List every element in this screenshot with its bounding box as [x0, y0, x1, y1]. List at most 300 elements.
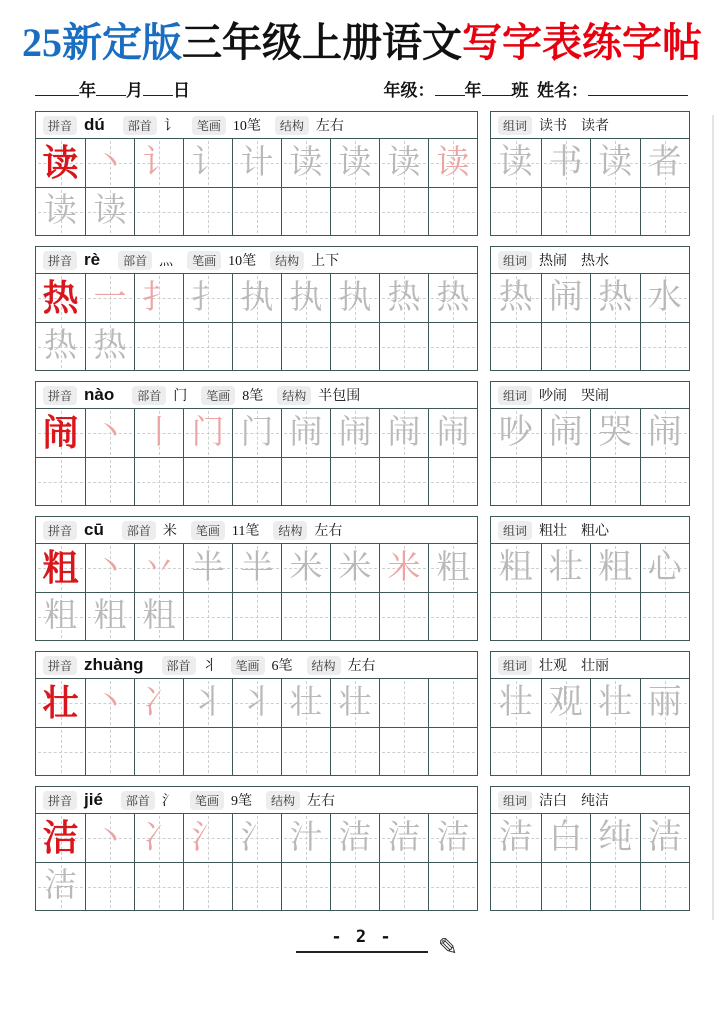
stroke-order-grid [36, 274, 477, 322]
stroke-cell-glyph: 氵 [191, 819, 225, 856]
structure-chip: 结构 [266, 791, 300, 810]
word-trace-cell [491, 544, 541, 592]
grade-label: 年级： [383, 81, 435, 100]
word-trace-cell [541, 814, 591, 862]
word-trace-cell [491, 814, 541, 862]
practice-cell [85, 592, 134, 640]
word-empty-cell [491, 727, 541, 775]
stroke-cell [134, 814, 183, 862]
stroke-order-grid [36, 544, 477, 592]
practice-cell [36, 322, 85, 370]
stroke-cell-glyph: 讠 [191, 144, 225, 181]
stroke-cell [232, 139, 281, 187]
word-trace-cell-glyph: 书 [548, 144, 583, 181]
word-practice-grid [491, 592, 689, 640]
practice-cell [183, 457, 232, 505]
stroke-cell [428, 679, 477, 727]
stroke-cell [232, 814, 281, 862]
practice-cell-glyph: 洁 [44, 868, 77, 904]
character-info-header [36, 247, 477, 274]
practice-cell [85, 727, 134, 775]
practice-cell [330, 592, 379, 640]
stroke-cell [183, 409, 232, 457]
stroke-cell [183, 139, 232, 187]
word-trace-cell [590, 139, 640, 187]
practice-cell [232, 727, 281, 775]
practice-grid [36, 592, 477, 640]
class-blank [482, 80, 512, 96]
word-trace-cell [491, 409, 541, 457]
stroke-cell-glyph: 热 [387, 279, 421, 316]
pinyin-value: rè [84, 250, 101, 269]
word-trace-cell-glyph: 热 [598, 279, 633, 316]
word-trace-cell [640, 679, 690, 727]
practice-cell [232, 862, 281, 910]
pinyin-value: cū [84, 520, 104, 539]
stroke-cell [281, 814, 330, 862]
stroke-cell [281, 409, 330, 457]
practice-cell [232, 457, 281, 505]
character-row [35, 111, 724, 236]
stroke-cell-glyph: 壮 [338, 684, 372, 721]
stroke-cell-glyph: 丬 [240, 684, 274, 721]
stroke-cell-glyph: 闹 [289, 414, 323, 451]
stroke-cell [281, 139, 330, 187]
word-trace-grid [491, 544, 689, 592]
practice-cell-glyph: 热 [93, 328, 127, 364]
practice-cell [379, 187, 428, 235]
practice-cell [281, 727, 330, 775]
stroke-cell-glyph: 读 [387, 144, 421, 181]
month-blank [96, 80, 126, 96]
word-trace-cell-glyph: 纯 [598, 819, 633, 856]
character-row [35, 516, 724, 641]
stroke-cell [330, 139, 379, 187]
stroke-cell-glyph: 闹 [436, 414, 470, 451]
word-trace-cell [640, 544, 690, 592]
stroke-cell [330, 409, 379, 457]
stroke-cell-glyph: 汁 [289, 819, 323, 856]
structure-value: 左右 [306, 794, 335, 809]
footer-rule [296, 933, 458, 961]
stroke-cell-glyph: 丷 [142, 549, 176, 586]
practice-grid [36, 187, 477, 235]
word-empty-cell [640, 457, 690, 505]
practice-cell [36, 457, 85, 505]
words-value: 洁白 纯洁 [539, 794, 610, 809]
main-character-cell [36, 274, 85, 322]
practice-cell-glyph: 读 [93, 193, 127, 229]
word-empty-cell [590, 727, 640, 775]
word-empty-cell [541, 322, 591, 370]
pinyin-chip: 拼音 [43, 521, 77, 540]
stroke-cell [232, 274, 281, 322]
stroke-cell-glyph: 读 [338, 144, 372, 181]
word-trace-cell-glyph: 粗 [598, 549, 633, 586]
words-header [491, 787, 689, 814]
word-trace-grid [491, 139, 689, 187]
stroke-cell [232, 409, 281, 457]
character-info-header [36, 517, 477, 544]
stroke-cell [428, 409, 477, 457]
practice-cell [281, 322, 330, 370]
word-trace-cell-glyph: 者 [647, 144, 682, 181]
radical-chip: 部首 [121, 791, 155, 810]
structure-chip: 结构 [270, 251, 304, 270]
radical-chip: 部首 [123, 116, 157, 135]
grade-blank [435, 80, 465, 96]
main-character: 壮 [42, 683, 79, 723]
word-trace-cell [541, 544, 591, 592]
stroke-cell-glyph: 闹 [387, 414, 421, 451]
stroke-cell [330, 679, 379, 727]
practice-cell [85, 862, 134, 910]
strokes-value: 9笔 [230, 794, 252, 809]
word-trace-cell [590, 544, 640, 592]
word-trace-cell [590, 274, 640, 322]
strokes-value: 10笔 [232, 119, 261, 134]
radical-chip: 部首 [132, 386, 166, 405]
day-blank [143, 80, 173, 96]
practice-cell-glyph: 粗 [44, 598, 77, 634]
word-empty-cell [590, 322, 640, 370]
practice-cell [428, 592, 477, 640]
word-trace-cell-glyph: 闹 [647, 414, 682, 451]
page-footer [0, 927, 724, 961]
word-trace-grid [491, 814, 689, 862]
word-empty-cell [541, 457, 591, 505]
word-trace-cell [491, 274, 541, 322]
page-edge-shadow [712, 115, 714, 920]
word-trace-cell [491, 139, 541, 187]
title-subject: 写字表练字帖 [462, 20, 702, 65]
stroke-cell-glyph: 冫 [142, 684, 176, 721]
practice-cell [281, 862, 330, 910]
practice-grid [36, 727, 477, 775]
practice-cell [183, 322, 232, 370]
word-trace-cell-glyph: 壮 [498, 684, 533, 721]
stroke-cell [85, 814, 134, 862]
page-title [0, 0, 724, 64]
word-trace-cell [640, 139, 690, 187]
stroke-cell [85, 544, 134, 592]
pinyin-chip: 拼音 [43, 251, 77, 270]
practice-cell [379, 727, 428, 775]
practice-cell [330, 322, 379, 370]
stroke-cell [379, 409, 428, 457]
words-chip: 组词 [498, 116, 532, 135]
practice-cell [428, 187, 477, 235]
words-box [490, 651, 690, 776]
practice-cell [134, 457, 183, 505]
stroke-cell-glyph: 门 [240, 414, 274, 451]
stroke-cell [134, 409, 183, 457]
stroke-cell [330, 274, 379, 322]
stroke-cell [134, 274, 183, 322]
name-label: 姓名： [537, 81, 588, 100]
word-trace-cell-glyph: 心 [647, 549, 682, 586]
words-box [490, 516, 690, 641]
stroke-cell-glyph: 半 [240, 549, 274, 586]
stroke-cell [134, 679, 183, 727]
words-value: 读书 读者 [539, 119, 610, 134]
grade-year-label: 年 [464, 81, 482, 100]
word-empty-cell [640, 727, 690, 775]
main-character-cell [36, 409, 85, 457]
main-character-cell [36, 544, 85, 592]
radical-value: 米 [162, 524, 177, 539]
strokes-chip: 笔画 [190, 791, 224, 810]
words-header [491, 382, 689, 409]
stroke-order-grid [36, 409, 477, 457]
word-trace-cell [640, 814, 690, 862]
word-trace-cell [590, 679, 640, 727]
practice-cell [36, 592, 85, 640]
practice-cell [85, 187, 134, 235]
date-fields [35, 76, 190, 101]
radical-value: 灬 [159, 254, 174, 269]
word-trace-cell-glyph: 水 [647, 279, 682, 316]
word-trace-cell-glyph: 洁 [498, 819, 533, 856]
stroke-cell-glyph: 洁 [387, 819, 421, 856]
words-header [491, 247, 689, 274]
practice-cell [330, 727, 379, 775]
word-trace-cell-glyph: 闹 [548, 414, 583, 451]
year-label: 年 [79, 81, 96, 100]
strokes-value: 6笔 [271, 659, 293, 674]
word-trace-cell-glyph: 白 [548, 819, 583, 856]
main-character: 粗 [42, 548, 79, 588]
word-trace-grid [491, 274, 689, 322]
stroke-cell-glyph: 一 [93, 279, 127, 316]
word-empty-cell [640, 592, 690, 640]
day-label: 日 [173, 81, 190, 100]
word-practice-grid [491, 862, 689, 910]
name-blank [588, 80, 688, 96]
practice-cell [330, 457, 379, 505]
structure-chip: 结构 [277, 386, 311, 405]
stroke-cell [134, 139, 183, 187]
word-trace-cell [640, 274, 690, 322]
words-value: 粗壮 粗心 [539, 524, 610, 539]
word-trace-cell-glyph: 哭 [598, 414, 633, 451]
word-trace-grid [491, 409, 689, 457]
character-box [35, 381, 478, 506]
structure-value: 半包围 [318, 389, 361, 404]
practice-cell-glyph: 热 [44, 328, 77, 364]
word-trace-cell [541, 679, 591, 727]
word-empty-cell [491, 862, 541, 910]
word-empty-cell [640, 862, 690, 910]
pinyin-value: dú [84, 115, 105, 134]
year-blank [35, 80, 79, 96]
stroke-cell-glyph: 丶 [93, 144, 127, 181]
word-empty-cell [590, 862, 640, 910]
radical-chip: 部首 [118, 251, 152, 270]
radical-value: 丬 [202, 659, 217, 674]
stroke-cell [85, 679, 134, 727]
character-row [35, 786, 724, 911]
word-empty-cell [541, 862, 591, 910]
practice-grid [36, 322, 477, 370]
stroke-cell-glyph: 丶 [93, 549, 127, 586]
strokes-chip: 笔画 [231, 656, 265, 675]
pinyin-value: zhuàng [84, 655, 144, 674]
word-trace-cell-glyph: 热 [498, 279, 533, 316]
words-chip: 组词 [498, 386, 532, 405]
word-trace-cell [541, 274, 591, 322]
practice-grid [36, 457, 477, 505]
stroke-cell-glyph: 半 [191, 549, 225, 586]
stroke-cell-glyph: 扌 [191, 279, 225, 316]
stroke-cell [183, 544, 232, 592]
strokes-chip: 笔画 [201, 386, 235, 405]
word-trace-cell-glyph: 观 [548, 684, 583, 721]
stroke-cell-glyph: 读 [289, 144, 323, 181]
character-info-header [36, 382, 477, 409]
stroke-cell-glyph: 壮 [289, 684, 323, 721]
main-character: 热 [42, 278, 79, 318]
main-character: 读 [42, 143, 79, 183]
practice-cell [36, 727, 85, 775]
character-box [35, 246, 478, 371]
stroke-cell [428, 274, 477, 322]
word-trace-cell-glyph: 洁 [647, 819, 682, 856]
practice-cell [183, 727, 232, 775]
character-row [35, 651, 724, 776]
practice-cell-glyph: 粗 [93, 598, 127, 634]
words-value: 热闹 热水 [539, 254, 610, 269]
practice-cell [134, 727, 183, 775]
stroke-cell [183, 814, 232, 862]
practice-cell [183, 592, 232, 640]
stroke-order-grid [36, 139, 477, 187]
word-empty-cell [491, 592, 541, 640]
word-empty-cell [590, 592, 640, 640]
radical-chip: 部首 [122, 521, 156, 540]
words-chip: 组词 [498, 656, 532, 675]
practice-cell [36, 862, 85, 910]
strokes-value: 10笔 [228, 254, 257, 269]
structure-chip: 结构 [275, 116, 309, 135]
practice-cell [232, 592, 281, 640]
stroke-cell-glyph: 氵 [240, 819, 274, 856]
word-empty-cell [590, 187, 640, 235]
stroke-cell-glyph: 执 [240, 279, 274, 316]
practice-rows [0, 111, 724, 911]
word-trace-cell-glyph: 读 [498, 144, 533, 181]
word-practice-grid [491, 457, 689, 505]
stroke-cell [232, 544, 281, 592]
word-practice-grid [491, 322, 689, 370]
pinyin-value: nào [84, 385, 115, 404]
class-label: 班 [511, 81, 529, 100]
pinyin-chip: 拼音 [43, 656, 77, 675]
word-empty-cell [491, 457, 541, 505]
stroke-cell-glyph: 洁 [436, 819, 470, 856]
word-trace-cell-glyph: 闹 [548, 279, 583, 316]
character-row [35, 246, 724, 371]
words-chip: 组词 [498, 791, 532, 810]
practice-cell [232, 322, 281, 370]
practice-cell [379, 862, 428, 910]
stroke-cell-glyph: 读 [436, 144, 470, 181]
strokes-value: 8笔 [242, 389, 264, 404]
title-edition: 25新定版 [22, 20, 182, 65]
strokes-chip: 笔画 [192, 116, 226, 135]
structure-chip: 结构 [273, 521, 307, 540]
stroke-cell-glyph: 丶 [93, 819, 127, 856]
strokes-chip: 笔画 [191, 521, 225, 540]
word-trace-cell-glyph: 壮 [598, 684, 633, 721]
word-empty-cell [491, 322, 541, 370]
stroke-cell [281, 679, 330, 727]
practice-cell [428, 322, 477, 370]
stroke-cell-glyph: 闹 [338, 414, 372, 451]
radical-value: 讠 [163, 119, 178, 134]
radical-value: 氵 [161, 794, 176, 809]
structure-chip: 结构 [307, 656, 341, 675]
main-character: 洁 [42, 818, 79, 858]
month-label: 月 [126, 81, 143, 100]
words-chip: 组词 [498, 521, 532, 540]
word-trace-cell-glyph: 壮 [548, 549, 583, 586]
main-character-cell [36, 679, 85, 727]
structure-value: 左右 [347, 659, 376, 674]
practice-cell-glyph: 粗 [142, 598, 176, 634]
word-trace-cell [491, 679, 541, 727]
character-info-header [36, 787, 477, 814]
stroke-cell [379, 814, 428, 862]
structure-value: 上下 [311, 254, 340, 269]
stroke-cell-glyph: 粗 [436, 549, 470, 586]
words-header [491, 112, 689, 139]
stroke-order-grid [36, 814, 477, 862]
practice-grid [36, 862, 477, 910]
pinyin-value: jié [84, 790, 103, 809]
practice-cell [85, 457, 134, 505]
main-character: 闹 [42, 413, 79, 453]
practice-cell [134, 322, 183, 370]
stroke-cell [85, 409, 134, 457]
word-practice-grid [491, 187, 689, 235]
stroke-cell-glyph: 米 [387, 549, 421, 586]
practice-cell [232, 187, 281, 235]
word-trace-cell [590, 814, 640, 862]
word-trace-cell [541, 139, 591, 187]
practice-cell [379, 592, 428, 640]
stroke-cell-glyph: 米 [338, 549, 372, 586]
main-character-cell [36, 139, 85, 187]
stroke-cell-glyph: 计 [240, 144, 274, 181]
stroke-cell [330, 544, 379, 592]
word-trace-cell-glyph: 读 [598, 144, 633, 181]
practice-cell [428, 862, 477, 910]
character-box [35, 786, 478, 911]
words-header [491, 652, 689, 679]
stroke-cell-glyph: 热 [436, 279, 470, 316]
practice-cell [134, 187, 183, 235]
stroke-cell [330, 814, 379, 862]
practice-cell-glyph: 读 [44, 193, 77, 229]
radical-chip: 部首 [162, 656, 196, 675]
stroke-cell [428, 544, 477, 592]
words-header [491, 517, 689, 544]
stroke-cell-glyph: 讠 [142, 144, 176, 181]
practice-cell [428, 727, 477, 775]
word-trace-cell-glyph: 丽 [647, 684, 682, 721]
stroke-cell-glyph: 洁 [338, 819, 372, 856]
